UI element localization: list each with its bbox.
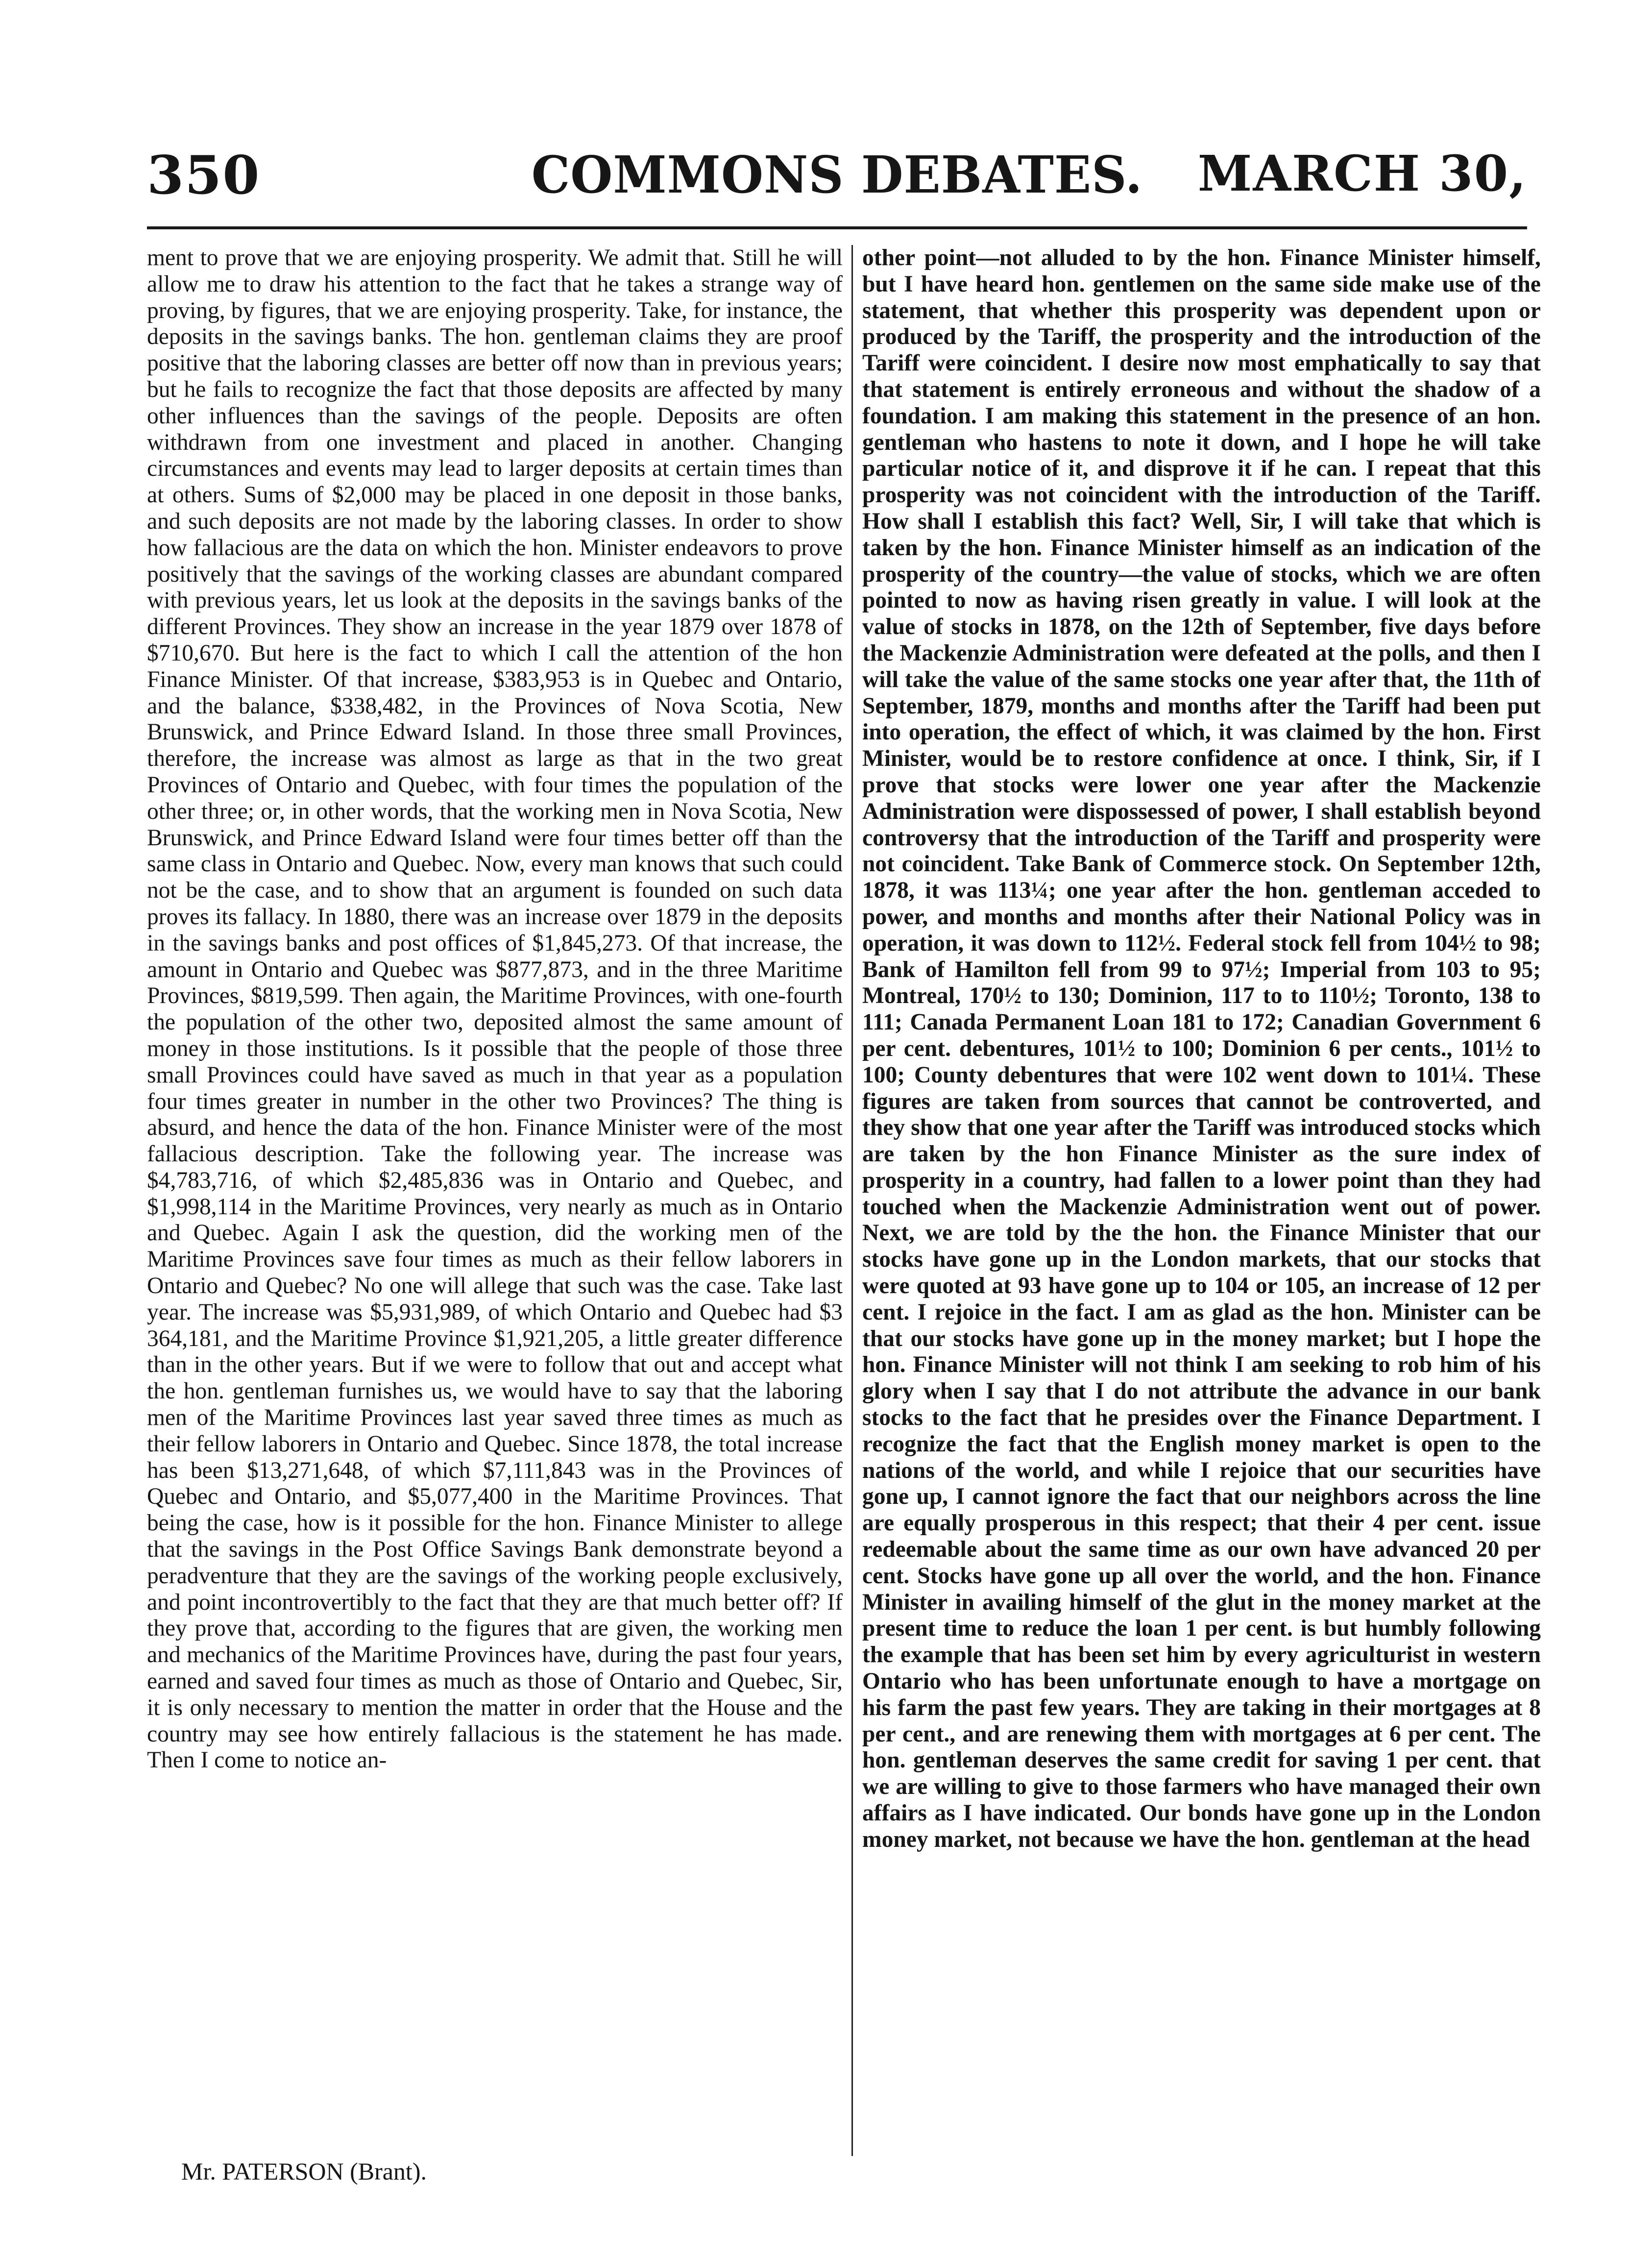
page-header bbox=[147, 145, 1527, 223]
right-column-text: other point—not alluded to by the hon. Finance Minister himself, but I have heard hon. gentlemen on the same side make use of the statement, that whether this prosperity was dependent upon or produced by the Tariff, the prosperity and the introduction of the Tariff were coincident. I desire now most emphatically to say that that statement is entirely erroneous and without the shadow of a foundation. I am making this statement in the presence of an hon. gentleman who hastens to note it down, and I hope he will take particular notice of it, and disprove it if he can. I repeat that this prosperity was not coincident with the introduction of the Tariff. How shall I establish this fact? Well, Sir, I will take that which is taken by the hon. Finance Minister himself as an indication of the prosperity of the country—the value of stocks, which we are often pointed to now as having risen greatly in value. I will look at the value of stocks in 1878, on the 12th of September, five days before the Mackenzie Administration were defeated at the polls, and then I will take the value of the same stocks one year after that, the 11th of September, 1879, months and months after the Tariff had been put into operation, the effect of which, it was claimed by the hon. First Minister, would be to restore confidence at once. I think, Sir, if I prove that stocks were lower one year after the Mackenzie Administration were dispossessed of power, I shall establish beyond controversy that the introduction of the Tariff and prosperity were not coincident. Take Bank of Commerce stock. On September 12th, 1878, it was 113¼; one year after the hon. gentleman acceded to power, and months and months after their National Policy was in operation, it was down to 112½. Federal stock fell from 104½ to 98; Bank of Hamilton fell from 99 to 97½; Imperial from 103 to 95; Montreal, 170½ to 130; Dominion, 117 to to 110½; Toronto, 138 to 111; Canada Permanent Loan 181 to 172; Canadian Government 6 per cent. debentures, 101½ to 100; Dominion 6 per cents., 101½ to 100; County debentures that were 102 went down to 101¼. These figures are taken from sources that cannot be controverted, and they show that one year after the Tariff was introduced stocks which are taken by the hon Finance Minister as the sure index of prosperity in a country, had fallen to a lower point than they had touched when the Mackenzie Administration went out of power. Next, we are told by the the hon. the Finance Minister that our stocks have gone up in the London markets, that our stocks that were quoted at 93 have gone up to 104 or 105, an increase of 12 per cent. I rejoice in the fact. I am as glad as the hon. Minister can be that our stocks have gone up in the money market; but I hope the hon. Finance Minister will not think I am seeking to rob him of his glory when I say that I do not attribute the advance in our bank stocks to the fact that he presides over the Finance Department. I recognize the fact that the English money market is open to the nations of the world, and while I rejoice that our securities have gone up, I cannot ignore the fact that our neighbors across the line are equally prosperous in this respect; that their 4 per cent. issue redeemable about the same time as our own have advanced 20 per cent. Stocks have gone up all over the world, and the hon. Finance Minister in availing himself of the glut in the money market at the present time to reduce the loan 1 per cent. is but humbly following the example that has been set him by every agriculturist in western Ontario who has been unfortunate enough to have a mortgage on his farm the past few years. They are taking in their mortgages at 8 per cent., and are renewing them with mortgages at 6 per cent. The hon. gentleman deserves the same credit for saving 1 per cent. that we are willing to give to those farmers who have managed their own affairs as I have indicated. Our bonds have gone up in the London money market, not because we have the hon. gentleman at the head bbox=[862, 245, 1541, 1852]
column-divider bbox=[851, 245, 853, 2156]
left-column bbox=[147, 245, 843, 2151]
page-number: 350 bbox=[147, 145, 261, 206]
left-column-text: ment to prove that we are enjoying prosperity. We admit that. Still he will allow me to draw his attention to the fact that he takes a strange way of proving, by figures, that we are enjoying prosperity. Take, for instance, the deposits in the savings banks. The hon. gentleman claims they are proof positive that the laboring classes are better off now than in previous years; but he fails to recognize the fact that those deposits are affected by many other influences than the savings of the people. Deposits are often withdrawn from one investment and placed in another. Changing circumstances and events may lead to larger deposits at certain times than at others. Sums of $2,000 may be placed in one deposit in those banks, and such deposits are not made by the laboring classes. In order to show how fallacious are the data on which the hon. Minister endeavors to prove positively that the savings of the working classes are abundant compared with previous years, let us look at the deposits in the savings banks of the different Provinces. They show an increase in the year 1879 over 1878 of $710,670. But here is the fact to which I call the attention of the hon Finance Minister. Of that increase, $383,953 is in Quebec and Ontario, and the balance, $338,482, in the Provinces of Nova Scotia, New Brunswick, and Prince Edward Island. In those three small Provinces, therefore, the increase was almost as large as that in the two great Provinces of Ontario and Quebec, with four times the population of the other three; or, in other words, that the working men in Nova Scotia, New Brunswick, and Prince Edward Island were four times better off than the same class in Ontario and Quebec. Now, every man knows that such could not be the case, and to show that an argument is founded on such data proves its fallacy. In 1880, there was an increase over 1879 in the deposits in the savings banks and post offices of $1,845,273. Of that increase, the amount in Ontario and Quebec was $877,873, and in the three Maritime Provinces, $819,599. Then again, the Maritime Provinces, with one-fourth the population of the other two, deposited almost the same amount of money in those institutions. Is it possible that the people of those three small Provinces could have saved as much in that year as a population four times greater in number in the other two Provinces? The thing is absurd, and hence the data of the hon. Finance Minister were of the most fallacious description. Take the following year. The increase was $4,783,716, of which $2,485,836 was in Ontario and Quebec, and $1,998,114 in the Maritime Provinces, very nearly as much as in Ontario and Quebec. Again I ask the question, did the working men of the Maritime Provinces save four times as much as their fellow laborers in Ontario and Quebec? No one will allege that such was the case. Take last year. The increase was $5,931,989, of which Ontario and Quebec had $3 364,181, and the Maritime Province $1,921,205, a little greater difference than in the other years. But if we were to follow that out and accept what the hon. gentleman furnishes us, we would have to say that the laboring men of the Maritime Provinces last year saved three times as much as their fellow laborers in Ontario and Quebec. Since 1878, the total increase has been $13,271,648, of which $7,111,843 was in the Provinces of Quebec and Ontario, and $5,077,400 in the Maritime Provinces. That being the case, how is it possible for the hon. Finance Minister to allege that the savings in the Post Office Savings Bank demonstrate beyond a peradventure that they are the savings of the working people exclusively, and point incontrovertibly to the fact that they are that much better off? If they prove that, according to the figures that are given, the working men and mechanics of the Maritime Provinces have, during the past four years, earned and saved four times as much as those of Ontario and Quebec, Sir, it is only necessary to mention the matter in order that the House and the country may see how entirely fallacious is the statement he has made. Then I come to notice an- bbox=[147, 245, 843, 1773]
speaker-attribution: Mr. PATERSON (Brant). bbox=[181, 2158, 427, 2185]
page-title: COMMONS DEBATES. bbox=[531, 145, 1143, 205]
right-column bbox=[862, 245, 1541, 2151]
header-rule bbox=[147, 226, 1527, 229]
header-date: MARCH 30, bbox=[1197, 145, 1527, 202]
